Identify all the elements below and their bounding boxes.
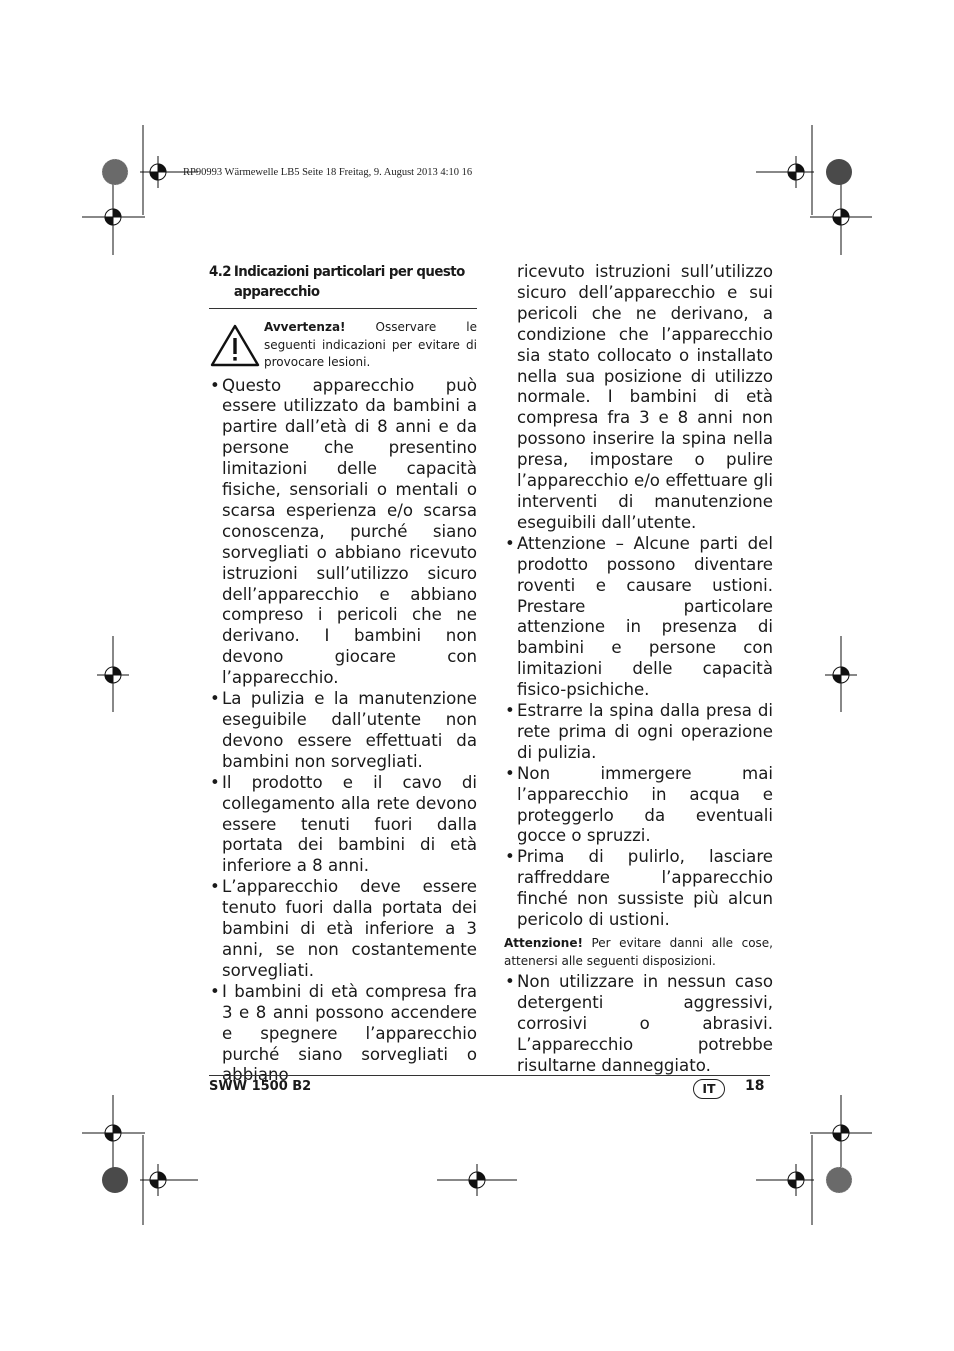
warning-label: Avvertenza! <box>264 320 346 334</box>
warning-triangle-icon <box>209 323 261 369</box>
print-header: RP90993 Wärmewelle LB5 Seite 18 Freitag, 9. August 2013 4:10 16 <box>183 167 473 178</box>
footer-model: SWW 1500 B2 <box>209 1079 312 1094</box>
caution-body: Per evitare danni alle cose, attenersi alle seguenti disposizioni. <box>504 936 773 968</box>
list-item: • La pulizia e la manutenzione eseguibile dall’utente non devono essere effettuati da bambini non sorvegliati. <box>209 689 477 773</box>
section-number: 4.2 <box>209 264 231 280</box>
language-badge: IT <box>693 1079 725 1099</box>
caution-label: Attenzione! <box>504 936 583 950</box>
section-title <box>209 262 476 302</box>
warning-box <box>209 319 477 372</box>
list-item: • L’apparecchio deve essere tenuto fuori dalla portata dei bambini di età inferiore a 3 anni, se non costantemente sorvegliati. <box>209 877 477 982</box>
list-item: • Attenzione – Alcune parti del prodotto possono diventare roventi e causare ustioni. Prestare particolare attenzione in presenza di bambini e persone con limitazioni delle capacità fisico-psichiche. <box>504 534 773 701</box>
section-title-line1: Indicazioni particolari per questo <box>233 264 465 280</box>
list-item: • Prima di pulirlo, lasciare raffreddare l’apparecchio finché non sussiste più alcun pericolo di ustioni. <box>504 847 773 931</box>
right-column <box>504 262 773 1077</box>
list-item: • Non utilizzare in nessun caso detergenti aggressivi, corrosivi o abrasivi. L’apparecchio potrebbe risultarne danneggiato. <box>504 972 773 1077</box>
list-item: • I bambini di età compresa fra 3 e 8 anni possono accendere e spegnere l’apparecchio purché siano sorvegliati o abbiano <box>209 982 477 1087</box>
section-title-line2: apparecchio <box>233 284 320 300</box>
caution-note <box>504 935 773 970</box>
list-item: • Il prodotto e il cavo di collegamento alla rete devono essere tenuti fuori dalla portata dei bambini di età inferiore a 8 anni. <box>209 773 477 878</box>
title-rule <box>209 308 477 309</box>
footer-rule <box>209 1075 770 1076</box>
left-column <box>209 262 477 1086</box>
page-number: 18 <box>745 1078 765 1094</box>
warning-text <box>264 319 477 372</box>
list-item: • Estrarre la spina dalla presa di rete prima di ogni operazione di pulizia. <box>504 701 773 764</box>
warning-body: Osservare le seguenti indicazioni per evitare di provocare lesioni. <box>264 320 477 369</box>
list-item-continuation: ricevuto istruzioni sull’utilizzo sicuro dell’apparecchio e sui pericoli che ne derivano, a condizione che l’apparecchio sia stato collocato o installato nella sua posizione di utilizzo normale. I bambini di età compresa fra 3 e 8 anni non possono inserire la spina nella presa, impostare o pulire l’apparecchio e/o effettuare gli interventi di manutenzione eseguibili dall’utente. <box>517 262 773 532</box>
list-item: • Questo apparecchio può essere utilizzato da bambini a partire dall’età di 8 anni e da persone che presentino limitazioni delle capacità fisiche, sensoriali o mentali o scarsa esperienza e/o scarsa conoscenza, purché siano sorvegliati o abbiano ricevuto istruzioni sull’utilizzo sicuro dell’apparecchio e abbiano compreso i pericoli che ne derivano. I bambini non devono giocare con l’apparecchio. <box>209 376 477 690</box>
list-item: • Non immergere mai l’apparecchio in acqua e proteggerlo da eventuali gocce o spruzzi. <box>504 764 773 848</box>
